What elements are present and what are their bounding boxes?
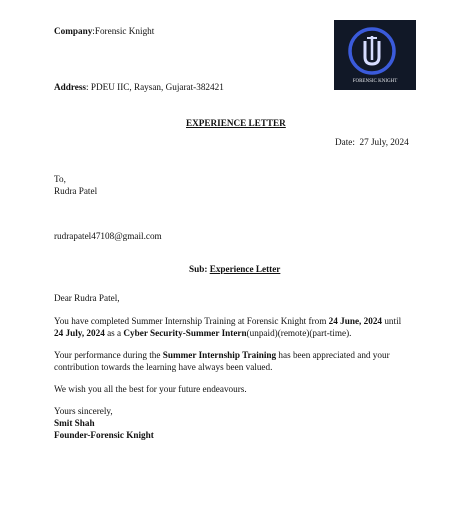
p1-text-e: as a	[104, 328, 124, 338]
recipient-name: Rudra Patel	[54, 186, 98, 196]
p1-role: Cyber Security-Summer Intern	[123, 328, 247, 338]
p1-text-c: until	[382, 316, 402, 326]
paragraph-1-line-1	[54, 316, 401, 327]
date-label: Date:	[335, 137, 355, 147]
date-line	[335, 137, 409, 148]
recipient-email: rudrapatel47108@gmail.com	[54, 231, 162, 241]
paragraph-2-line-1	[54, 350, 390, 361]
subject-value: Experience Letter	[209, 264, 281, 274]
to-label: To,	[54, 174, 66, 184]
closing-sincerely: Yours sincerely,	[54, 406, 113, 416]
address-label: Address	[54, 82, 86, 92]
paragraph-1-line-2	[54, 328, 351, 339]
p1-text-a: You have completed Summer Internship Training at Forensic Knight from	[54, 316, 329, 326]
p2-text-c: has been appreciated and your	[276, 350, 390, 360]
p2-text-a: Your performance during the	[54, 350, 163, 360]
logo-text: FORENSIC KNIGHT	[352, 79, 398, 84]
company-value: :Forensic Knight	[92, 26, 155, 36]
subject-label: Sub:	[189, 264, 208, 274]
company-line	[54, 26, 154, 37]
p2-training: Summer Internship Training	[162, 350, 277, 360]
paragraph-3: We wish you all the best for your future endeavours.	[54, 384, 247, 394]
p1-role-details: (unpaid)(remote)(part-time).	[246, 328, 352, 338]
letter-title: EXPERIENCE LETTER	[186, 118, 286, 128]
date-value: 27 July, 2024	[359, 137, 409, 147]
p1-end-date: 24 July, 2024	[54, 328, 105, 338]
salutation: Dear Rudra Patel,	[54, 293, 120, 303]
signatory-title: Founder-Forensic Knight	[54, 430, 154, 440]
address-value: : PDEU IIC, Raysan, Gujarat-382421	[86, 82, 224, 92]
address-line	[54, 82, 224, 93]
p1-start-date: 24 June, 2024	[328, 316, 383, 326]
paragraph-2-line-2: contribution towards the learning have always been valued.	[54, 362, 273, 372]
signatory-name: Smit Shah	[54, 418, 95, 428]
company-logo	[334, 20, 416, 90]
subject-line	[189, 264, 280, 275]
company-label: Company	[54, 26, 93, 36]
